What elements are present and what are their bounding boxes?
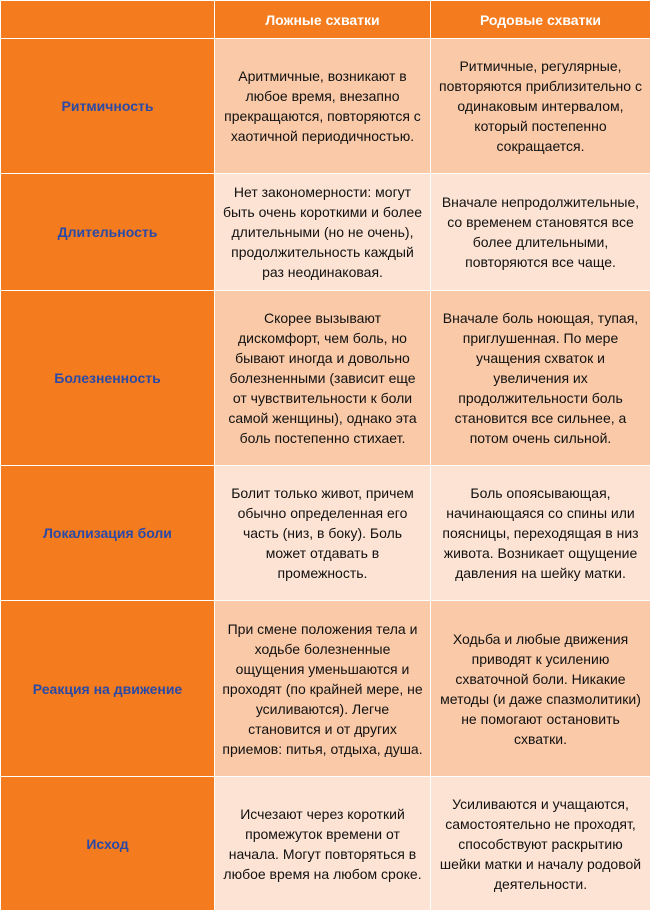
row-label-rhythm: Ритмичность	[1, 39, 215, 174]
cell-labor-duration: Вначале непродолжительные, со временем становятся все более длительными, повторяются все чаще.	[431, 174, 650, 291]
cell-labor-outcome: Усиливаются и учащаются, самостоятельно не проходят, способствуют раскрытию шейки матки и началу родовой деятельности.	[431, 777, 650, 911]
cell-false-painfulness: Скорее вызывают дискомфорт, чем боль, но бывают иногда и довольно болезненными (зависит еще от чувствительности к боли самой женщины), однако эта боль постепенно стихает.	[215, 291, 431, 466]
cell-labor-rhythm: Ритмичные, регулярные, повторяются приблизительно с одинаковым интервалом, который постепенно сокращается.	[431, 39, 650, 174]
table-row	[1, 291, 650, 466]
header-labor-contractions: Родовые схватки	[431, 1, 650, 39]
row-label-movement-reaction: Реакция на движение	[1, 601, 215, 777]
header-corner-cell	[1, 1, 215, 39]
cell-false-rhythm: Аритмичные, возникают в любое время, внезапно прекращаются, повторяются с хаотичной периодичностью.	[215, 39, 431, 174]
table-row	[1, 39, 650, 174]
cell-false-outcome: Исчезают через короткий промежуток времени от начала. Могут повторяться в любое время на любом сроке.	[215, 777, 431, 911]
cell-labor-painfulness: Вначале боль ноющая, тупая, приглушенная. По мере учащения схваток и увеличения их продолжительности боль становится все сильнее, а потом очень сильной.	[431, 291, 650, 466]
header-false-contractions: Ложные схватки	[215, 1, 431, 39]
header-row	[1, 1, 650, 39]
cell-false-pain-location: Болит только живот, причем обычно определенная его часть (низ, в боку). Боль может отдавать в промежность.	[215, 466, 431, 601]
row-label-duration: Длительность	[1, 174, 215, 291]
table-row	[1, 601, 650, 777]
cell-labor-pain-location: Боль опоясывающая, начинающаяся со спины или поясницы, переходящая в низ живота. Возникает ощущение давления на шейку матки.	[431, 466, 650, 601]
row-label-painfulness: Болезненность	[1, 291, 215, 466]
table-row	[1, 777, 650, 911]
row-label-pain-location: Локализация боли	[1, 466, 215, 601]
cell-labor-movement-reaction: Ходьба и любые движения приводят к усилению схваточной боли. Никакие методы (и даже спазмолитики) не помогают остановить схватки.	[431, 601, 650, 777]
table-row	[1, 174, 650, 291]
cell-false-movement-reaction: При смене положения тела и ходьбе болезненные ощущения уменьшаются и проходят (по крайней мере, не усиливаются). Легче становится и от других приемов: питья, отдыха, душа.	[215, 601, 431, 777]
row-label-outcome: Исход	[1, 777, 215, 911]
table-row	[1, 466, 650, 601]
cell-false-duration: Нет закономерности: могут быть очень короткими и более длительными (но не очень), продолжительность каждый раз неодинаковая.	[215, 174, 431, 291]
